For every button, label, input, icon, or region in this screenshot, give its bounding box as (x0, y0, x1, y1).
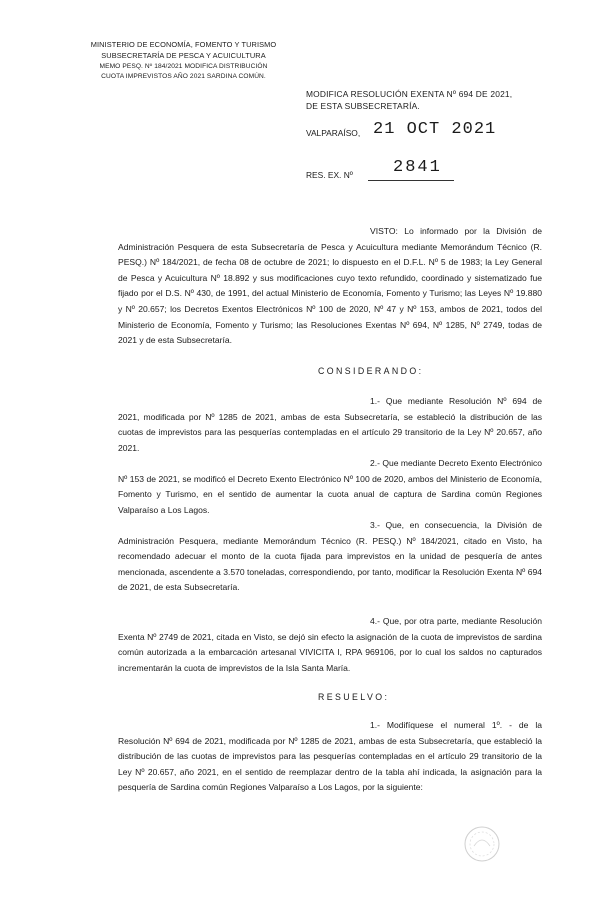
subject-line-1: MODIFICA RESOLUCIÓN EXENTA Nº 694 DE 2021, (306, 89, 513, 99)
subsecretariat-name: SUBSECRETARÍA DE PESCA Y ACUICULTURA (101, 50, 266, 60)
date-stamp: 21 OCT 2021 (373, 120, 497, 139)
considerando-1: 1.- Que mediante Resolución Nº 694 de 2021, modificada por Nº 1285 de 2021, ambas de esta Subsecretaría, se estableció la distribución de las cuotas de imprevistos para las pesquerías contempladas en el artículo 29 transitorio de la Ley Nº 20.657, año 2021. (118, 396, 542, 453)
institution-header (76, 40, 291, 83)
resolution-label: RES. EX. Nº (306, 170, 353, 180)
resuelvo-1: 1.- Modifíquese el numeral 1º. - de la Resolución Nº 694 de 2021, modificada por Nº 1285 de 2021, ambas de esta Subsecretaría, que estableció la distribución de las cuotas de imprevistos para las pesquerías contempladas en el artículo 29 transitorio de la Ley Nº 20.657, año 2021, en el sentido de reemplazar dentro de la tabla ahí indicada, la asignación para la pesquería de Sardina común Regiones Valparaíso a Los Lagos, por la siguiente: (118, 720, 542, 793)
ministry-name: MINISTERIO DE ECONOMÍA, FOMENTO Y TURISMO (90, 40, 277, 49)
considerando-2: 2.- Que mediante Decreto Exento Electrónico Nº 153 de 2021, se modificó el Decreto Exento Electrónico Nº 100 de 2020, ambos del Ministerio de Economía, Fomento y Turismo, en el sentido de aumentar la cuota anual de captura de Sardina común Regiones Valparaíso a Los Lagos. (118, 458, 542, 515)
resolution-number: 2841 (393, 158, 442, 177)
resolution-subject (306, 88, 512, 112)
considerando-4: 4.- Que, por otra parte, mediante Resolución Exenta Nº 2749 de 2021, citada en Visto, se dejó sin efecto la asignación de la cuota de imprevistos de sardina común autorizada a la embarcación artesanal VIVICITA I, RPA 969106, por lo cual los saldos no capturados incrementarán la cuota de imprevistos de la Isla Santa María. (118, 616, 542, 673)
memo-subject: CUOTA IMPREVISTOS AÑO 2021 SARDINA COMÚN. (101, 73, 266, 81)
considerando-3: 3.- Que, en consecuencia, la División de Administración Pesquera, mediante Memorándum Técnico (R. PESQ.) Nº 184/2021, citado en Visto, ha recomendado adecuar el monto de la cuota fijada para imprevistos en la unidad de pesquería de antes mencionada, ascendente a 3.570 toneladas, correspondiendo, por tanto, modificar la Resolución Exenta Nº 694 de 2021, de esta Subsecretaría. (118, 520, 542, 593)
resolution-number-underline (368, 180, 454, 181)
visto-paragraph: VISTO: Lo informado por la División de Administración Pesquera de esta Subsecretaría de Pesca y Acuicultura mediante Memorándum Técnico (R. PESQ.) Nº 184/2021, de fecha 08 de octubre de 2021; lo dispuesto en el D.F.L. Nº 5 de 1983; la Ley General de Pesca y Acuicultura Nº 18.892 y sus modificaciones cuyo texto refundido, coordinado y sistematizado fue fijado por el D.S. Nº 430, de 1991, del actual Ministerio de Economía, Fomento y Turismo; las Leyes Nº 19.880 y Nº 20.657; los Decretos Exentos Electrónicos Nº 100 de 2020, Nº 47 y Nº 153, ambos de 2021, todos del Ministerio de Economía, Fomento y Turismo; las Resoluciones Exentas Nº 694, Nº 1285, Nº 2749, todas de 2021 y de esta Subsecretaría. (118, 226, 542, 346)
official-stamp-icon (462, 824, 502, 864)
place-label: VALPARAÍSO, (306, 128, 361, 138)
memo-reference: MEMO PESQ. Nº 184/2021 MODIFICA DISTRIBUCIÓN (99, 62, 268, 70)
subject-line-2: DE ESTA SUBSECRETARÍA. (306, 101, 420, 111)
considerando-heading: CONSIDERANDO: (318, 366, 424, 376)
resuelvo-heading: RESUELVO: (318, 692, 390, 702)
